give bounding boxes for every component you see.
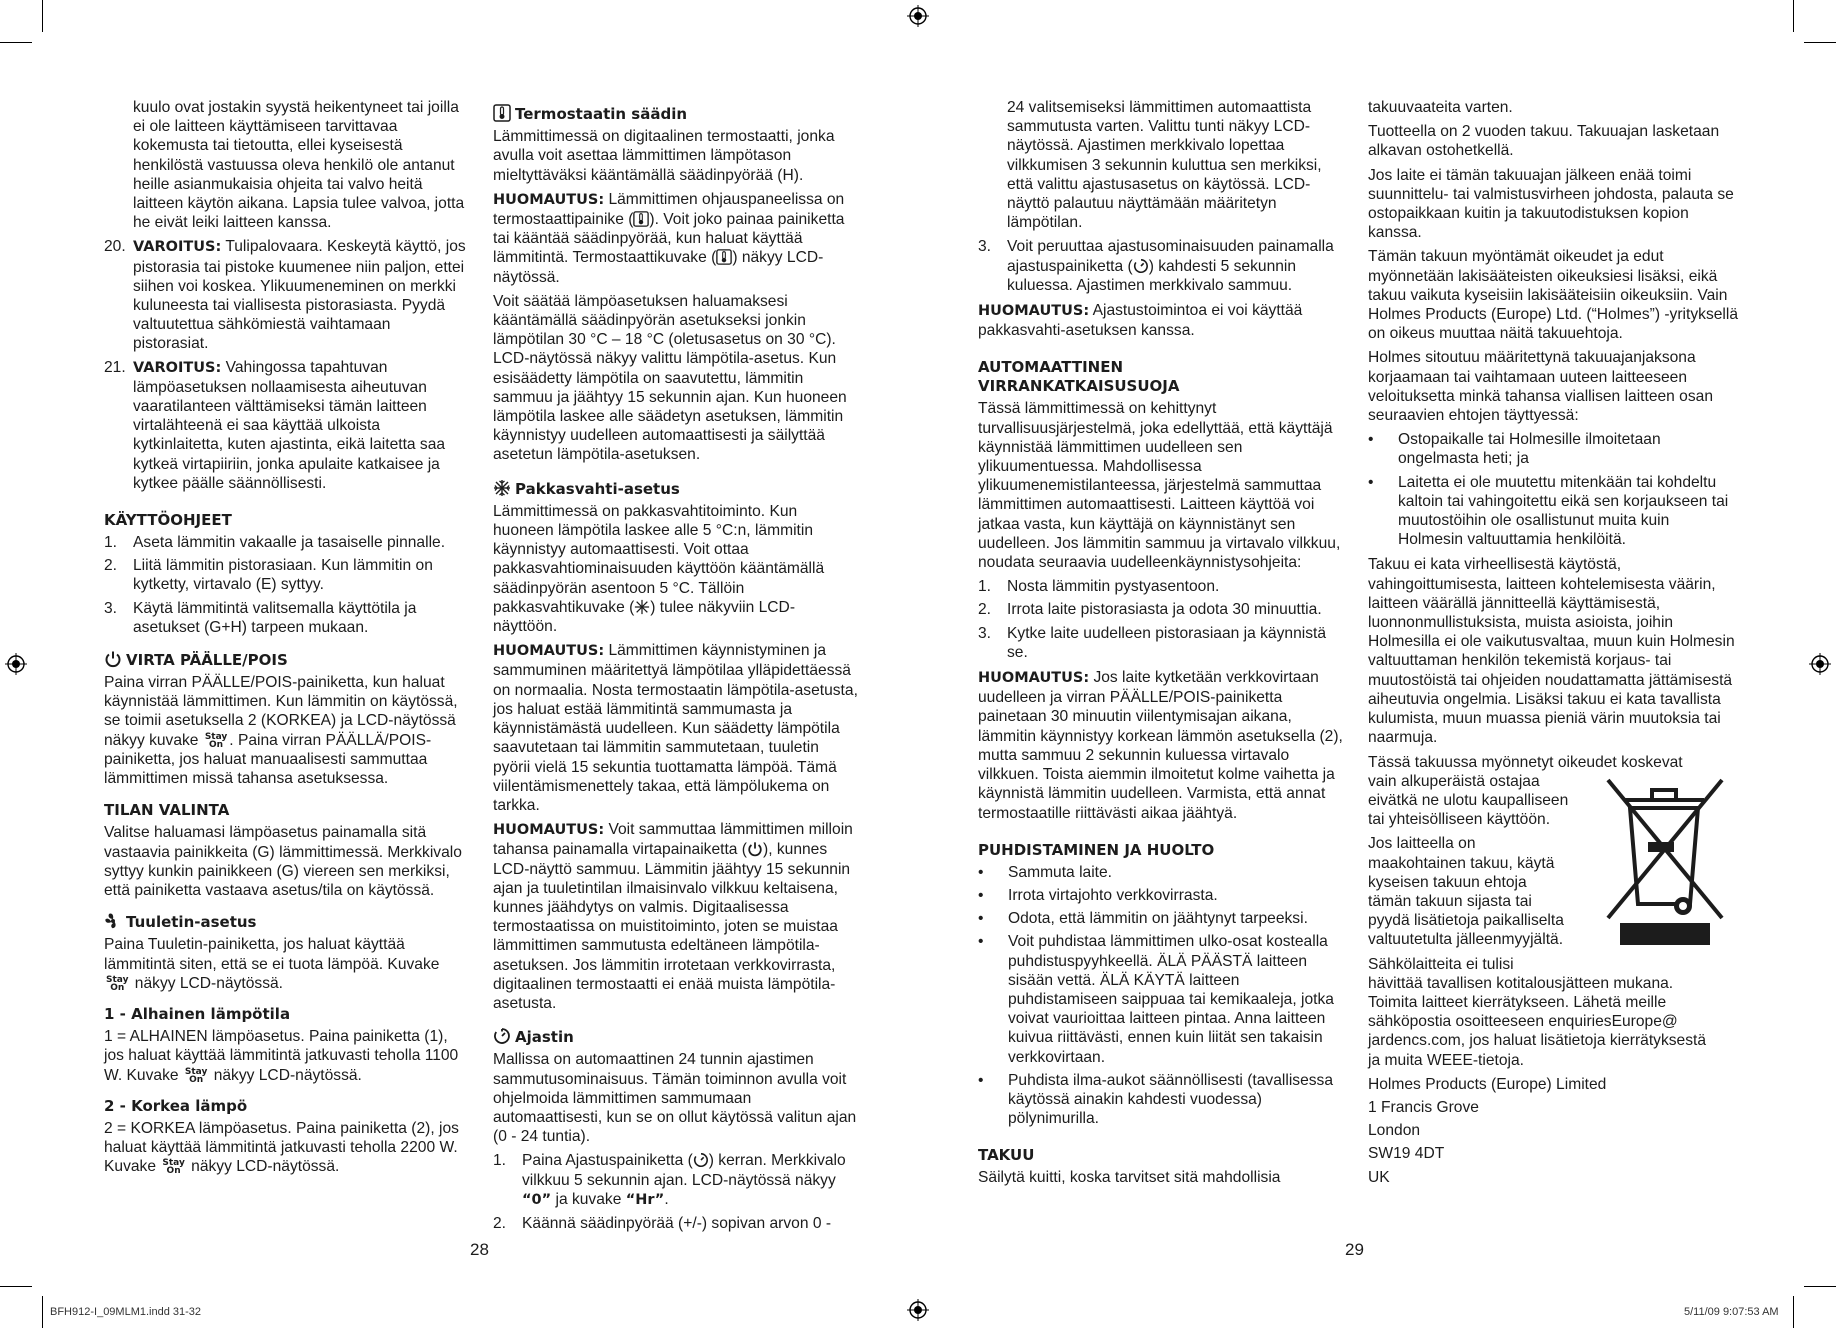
column-1 <box>104 98 468 1182</box>
list-item: 3. Voit peruuttaa ajastusominaisuuden painamalla ajastuspainiketta ( ) kahdesti 5 sekunnin kuluessa. Ajastimen merkkivalo sammuu. <box>978 238 1334 294</box>
crop-mark <box>1804 42 1836 43</box>
page-number: 28 <box>470 1240 489 1259</box>
paragraph: Mallissa on automaattinen 24 tunnin ajastimen sammutusominaisuus. Tämän toiminnon avulla voit ohjelmoida lämmittimen sammumaan automaattisesti, kun se on ollut käytössä valitun ajan (0 - 24 tuntia). <box>493 1051 857 1146</box>
list-item: 3. Käytä lämmitintä valitsemalla käyttötila ja asetukset (G+H) tarpeen mukaan. <box>104 599 417 636</box>
paragraph: Valitse haluamasi lämpöasetus painamalla sitä vastaavia painikkeita (G) lämmittimessä. Merkkivalo syttyy kunkin painikkeen (G) viereen sen merkiksi, että painiketta vastaava asetus/tila on käytössä. <box>104 824 462 899</box>
list-item: • Laitetta ei ole muutettu mitenkään tai kohdeltu kaltoin tai vahingoitettu eikä sen korjaukseen tai muutostöihin ole osallistunut muita kuin Holmesin valtuuttamia henkilöitä. <box>1368 473 1729 549</box>
paragraph: Lämmittimessä on pakkasvahtitoiminto. Kun huoneen lämpötila laskee alle 5 °C:n, lämmitin käynnistyy automaattisesti. Voit ottaa pakkasvahtiominaisuuden käyttöön kääntämällä säädinpyörän asentoon 5 °C. Tällöin pakkasvahtikuvake ( ) tulee näkyviin LCD-näyttöön. <box>493 502 825 636</box>
list-item: • Sammuta laite. <box>978 863 1113 881</box>
crop-mark <box>0 42 32 43</box>
power-icon <box>104 650 122 668</box>
crop-mark <box>1804 1286 1836 1287</box>
thermostat-icon <box>633 211 649 227</box>
paragraph: Voit säätää lämpöasetuksen haluamaksesi kääntämällä säädinpyörän asetukseksi jonkin lämpötilan 30 °C – 18 °C (oletusasetus on 30 °C). LCD-näytössä näkyy valittu lämpötila-asetus. Kun esisäädetty lämpötila on saavutettu, lämmitin sammuu ja jäähtyy 15 sekunnin ajan. Kun huoneen lämpötila laskee alle säädetyn asetuksen, lämmitin käynnistyy uudelleen automaattisesti ja säilyttää asetetun lämpötila-asetuksen. <box>493 292 847 464</box>
paragraph: Lämmittimessä on digitaalinen termostaatti, jonka avulla voit asettaa lämmittimen lämpötason mieltyttäväksi kääntämällä säädinpyörää (H). <box>493 128 835 184</box>
paragraph: 2 = KORKEA lämpöasetus. Paina painiketta (2), jos haluat käyttää lämmitintä jatkuvasti teholla 2200 W. Kuvake Stay On näkyy LCD-näytössä. <box>104 1119 459 1177</box>
paragraph: Tässä lämmittimessä on kehittynyt turvallisuusjärjestelmä, joka edellyttää, että käyttäjä käynnistää lämmittimen uudelleen sen ylikuumentuessa. Mahdollisessa ylikuumenemistilanteessa, järjestelmä sammuttaa lämmittimen automaattisesti. Laitteen käyttöä voi jatkaa vasta, kun käyttäjä on käynnistänyt sen uudelleen. Jos lämmitin sammuu ja virtavalo vilkkuu, noudata seuraavia uudelleenkäynnistysohjeita: <box>978 400 1341 572</box>
section-heading: KÄYTTÖOHJEET <box>104 511 232 530</box>
stay-on-icon: Stay On <box>184 1066 208 1085</box>
paragraph: Jos laite ei tämän takuuajan jälkeen enää toimi suunnittelu- tai valmistusvirheen johdosta, palauta se ostopaikkaan kuitin ja takuutodistuksen kopion kanssa. <box>1368 166 1734 242</box>
page-number: 29 <box>1345 1240 1364 1259</box>
thermostat-icon <box>493 104 511 122</box>
column-3 <box>978 98 1344 1193</box>
list-item: 2. Käännä säädinpyörää (+/-) sopivan arvon 0 - <box>493 1214 832 1232</box>
timer-icon <box>493 1027 511 1045</box>
list-item: • Irrota virtajohto verkkovirrasta. <box>978 886 1218 904</box>
slug-timestamp: 5/11/09 9:07:53 AM <box>1684 1306 1779 1318</box>
paragraph: HUOMAUTUS: Lämmittimen käynnistyminen ja sammuminen määritettyä lämpötilaa ylläpidettäessä on normaalia. Nosta termostaatin lämpötila-asetusta, jos haluat estää lämmitintä sammumasta ja käynnistämästä uudelleen. Kun säädetty lämpötila saavutetaan tai lämmitin sammutetaan, tuuletin pyörii vielä 15 sekuntia tuottamatta lämpöä. Tämä viilentämismenettely takaa, että lämpölukema on tarkka. <box>493 642 858 814</box>
sub-heading: Pakkasvahti-asetus <box>493 479 859 499</box>
column-4 <box>1368 98 1738 1191</box>
registration-mark-icon <box>5 653 27 675</box>
crop-mark <box>42 1296 43 1328</box>
paragraph: Tuotteella on 2 vuoden takuu. Takuuajan lasketaan alkavan ostohetkellä. <box>1368 123 1720 160</box>
paragraph: Jos laitteella on maakohtainen takuu, käytä kyseisen takuun ehtoja tämän takuun sijasta tai pyydä lisätietoja paikalliselta valtuutetulta jälleenmyyjältä. <box>1368 835 1564 949</box>
timer-icon <box>693 1152 709 1168</box>
section-heading: TAKUU <box>978 1146 1035 1165</box>
slug-filename: BFH912-I_09MLM1.indd 31-32 <box>50 1306 202 1318</box>
paragraph: Holmes sitoutuu määritettynä takuuajanjaksona korjaamaan tai vaihtamaan uuteen laitteeseen veloituksetta minkä tahansa viallisen laitteen osan seuraavien ehtojen täyttyessä: <box>1368 349 1713 425</box>
paragraph: takuuvaateita varten. <box>1368 99 1513 116</box>
sub-heading: Tuuletin-asetus <box>104 912 468 932</box>
stay-on-icon: Stay On <box>106 974 129 993</box>
sub-heading: Termostaatin säädin <box>493 104 859 124</box>
paragraph: Tässä takuussa myönnetyt oikeudet koskevat vain alkuperäistä ostajaa eivätkä ne ulotu kaupalliseen tai yhteisölliseen käyttöön. <box>1368 753 1683 829</box>
registration-mark-icon <box>1809 653 1831 675</box>
paragraph: HUOMAUTUS: Voit sammuttaa lämmittimen milloin tahansa painamalla virtapainaiketta ( ), kunnes LCD-näyttö sammuu. Lämmitin jäähtyy 15 sekunnin ajan ja tuuletintilan ilmaisinvalo vilkkuu keltaisena, kunnes jäähdytys on valmis. Digitaalisessa termostaatissa on muistitoiminto, joten se muistaa lämmittimen sammutusta edeltäneen lämpötila-asetuksen. Jos lämmitin irrotetaan verkkovirrasta, digitaalinen termostaatti ei enää muista lämpötila-asetusta. <box>493 821 853 1012</box>
paragraph: HUOMAUTUS: Ajastustoimintoa ei voi käyttää pakkasvahti-asetuksen kanssa. <box>978 302 1303 340</box>
crop-mark <box>42 0 43 32</box>
stay-on-icon: Stay On <box>204 731 228 750</box>
sub-heading: 1 - Alhainen lämpötila <box>104 1004 291 1023</box>
sub-heading: Ajastin <box>493 1027 859 1047</box>
paragraph: Paina virran PÄÄLLE/POIS-painiketta, kun haluat käynnistää lämmittimen. Kun lämmitin on käytössä, se toimii asetuksella 2 (KORKEA) ja LCD-näytössä näkyy kuvake Stay On . Paina virran PÄÄLLÄ/POIS-painiketta, jos haluat manuaalisesti sammuttaa lämmittimen missä tahansa asetuksessa. <box>104 674 458 788</box>
list-item: 1. Aseta lämmitin vakaalle ja tasaiselle pinnalle. <box>104 534 446 552</box>
list-item: 2. Liitä lämmitin pistorasiaan. Kun lämmitin on kytketty, virtavalo (E) syttyy. <box>104 557 433 594</box>
warning-intro: kuulo ovat jostakin syystä heikentyneet tai joilla ei ole laitteen käyttämiseen tarvittavaa kokemusta tai tietoutta, ellei kyseisestä henkilöstä vastuussa oleva henkilö ole antanut heille asianmukaisia ohjeita tai valvo heitä laitteen käytön aikana. Lapsia tulee valvoa, jotta he eivät leiki laitteen kanssa. <box>133 99 465 232</box>
list-item: 1. Paina Ajastuspainiketta ( ) kerran. Merkkivalo vilkkuu 5 sekunnin ajan. LCD-näytössä näkyy “0” ja kuvake “Hr”. <box>493 1152 846 1208</box>
power-icon <box>747 841 763 857</box>
list-item: • Odota, että lämmitin on jäähtynyt tarpeeksi. <box>978 910 1308 928</box>
section-heading: VIRTA PÄÄLLE/POIS <box>104 650 468 670</box>
snowflake-frost-icon <box>493 479 511 497</box>
list-item: 20. VAROITUS: Tulipalovaara. Keskeytä käyttö, jos pistorasia tai pistoke kuumenee niin paljon, ettei siihen voi koskea. Ylikuumeneminen on merkki kuluneesta tai viallisesta pistorasiasta. Pyydä valtuutettua sähkömiestä vaihtamaan pistorasiat. <box>104 238 466 353</box>
fan-icon <box>104 912 122 930</box>
list-item: • Puhdista ilma-aukot säännöllisesti (tavallisessa käytössä ainakin kahdesti vuodessa) pölynimurilla. <box>978 1071 1334 1128</box>
stay-on-icon: Stay On <box>162 1158 185 1177</box>
registration-mark-icon <box>907 5 929 27</box>
list-item: 1. Nosta lämmitin pystyasentoon. <box>978 578 1220 596</box>
sub-heading: 2 - Korkea lämpö <box>104 1096 248 1115</box>
paragraph: 1 = ALHAINEN lämpöasetus. Paina painiketta (1), jos haluat käyttää lämmitintä jatkuvasti teholla 1100 W. Kuvake Stay On näkyy LCD-näytössä. <box>104 1028 459 1085</box>
paragraph: Säilytä kuitti, koska tarvitset sitä mahdollisia <box>978 1169 1281 1187</box>
registration-mark-icon <box>907 1299 929 1321</box>
list-item: 3. Kytke laite uudelleen pistorasiaan ja käynnistä se. <box>978 624 1327 661</box>
paragraph: Sähkölaitteita ei tulisi hävittää tavallisen kotitalousjätteen mukana. Toimita laitteet kierrätykseen. Lähetä meille sähköpostia osoitteeseen enquiriesEurope@ jardencs.com, jos haluat lisätietoja kierrätyksestä ja muita WEEE-tietoja. <box>1368 955 1707 1069</box>
list-item: 2. Irrota laite pistorasiasta ja odota 30 minuuttia. <box>978 601 1322 619</box>
section-heading: TILAN VALINTA <box>104 801 230 820</box>
paragraph: HUOMAUTUS: Jos laite kytketään verkkovirtaan uudelleen ja virran PÄÄLLE/POIS-painiketta painetaan 30 minuutin viilentymisajan aikana, lämmitin käynnistyy korkean lämmön asetuksella (2), mutta sammuu 2 sekunnin kuluessa virtavalo vilkkuen. Toista aiemmin ilmoitetut kolme vaihetta ja käynnistä lämmitin uudelleen. Varmista, että annat termostaatille riittävästi aikaa jäähtyä. <box>978 669 1343 822</box>
crop-mark <box>1793 1296 1794 1328</box>
crop-mark <box>0 1286 32 1287</box>
paragraph: Paina Tuuletin-painiketta, jos haluat käyttää lämmitintä siten, että se ei tuota lämpöä. Kuvake Stay On näkyy LCD-näytössä. <box>104 936 440 993</box>
list-item: • Ostopaikalle tai Holmesille ilmoitetaan ongelmasta heti; ja <box>1368 431 1661 468</box>
column-2 <box>493 104 859 1239</box>
paragraph: Takuu ei kata virheellisestä käytöstä, vahingoittumisesta, laitteen kohtelemisesta väärin, laitteen väärällä jännitteellä käyttämisestä, luonnonmullistuksista, muista asioista, joihin Holmesilla ei ole vaikutusvaltaa, muun kuin Holmesin valtuuttaman henkilön tekemistä korjaus- tai muutostöistä tai ohjeiden noudattamatta jättämisestä aiheutuvia ongelmia. Lisäksi takuu ei kata tavallista kulumista, muun muassa pieniä värin muutoksia tai naarmuja. <box>1368 556 1735 747</box>
paragraph: Tämän takuun myöntämät oikeudet ja edut myönnetään lakisääteisten oikeuksiesi lisäksi, eikä takuu vaikuta kyseisiin lakisääteisiin oikeuksiin. Vain Holmes Products (Europe) Ltd. (“Holmes”) -yrityksellä on oikeus muuttaa näitä takuuehtoja. <box>1368 248 1739 343</box>
list-item: 21. VAROITUS: Vahingossa tapahtuvan lämpöasetuksen nollaamisesta aiheutuvan vaaratilanteen välttämiseksi tämän laitteen virtalähteenä ei saa käyttää ulkoista kytkinlaitetta, kuten ajastinta, eikä laitetta saa kytkeä virtapiiriin, jonka apulaite katkaisee ja kytkee päälle säännöllisesti. <box>104 358 446 492</box>
weee-crossed-bin-icon <box>1594 766 1734 948</box>
thermostat-icon <box>716 249 732 265</box>
section-heading: AUTOMAATTINEN VIRRANKATKAISUSUOJA <box>978 358 1180 396</box>
timer-icon <box>1133 258 1149 274</box>
paragraph: 24 valitsemiseksi lämmittimen automaattista sammutusta varten. Valittu tunti näkyy LCD-näytössä. Ajastimen merkkivalo lopettaa vilkkumisen 3 sekunnin kuluttua sen merkiksi, että valittu ajastusasetus on käytössä. LCD-näyttö palautuu näyttämään määritetyn lämpötilan. <box>1007 99 1322 232</box>
snowflake-frost-icon <box>634 599 650 615</box>
crop-mark <box>1793 0 1794 32</box>
section-heading: PUHDISTAMINEN JA HUOLTO <box>978 840 1215 859</box>
paragraph: HUOMAUTUS: Lämmittimen ohjauspaneelissa on termostaattipainike ( ). Voit joko painaa painiketta tai kääntää säädinpyörää, kun haluat käyttää lämmitintä. Termostaattikuvake ( ) näkyy LCD-näytössä. <box>493 190 845 286</box>
address: Holmes Products (Europe) Limited 1 Francis Grove London SW19 4DT UK <box>1368 1075 1607 1186</box>
list-item: • Voit puhdistaa lämmittimen ulko-osat kostealla puhdistuspyyhkeellä. ÄLÄ PÄÄSTÄ laitteen sisään vettä. ÄLÄ KÄYTÄ laitteen puhdistamiseen saippuaa tai kemikaaleja, jotka voivat vaurioittaa laitteen pintaa. Anna laitteen kuivua riittävästi, ennen kuin liität sen takaisin verkkovirtaan. <box>978 933 1334 1066</box>
